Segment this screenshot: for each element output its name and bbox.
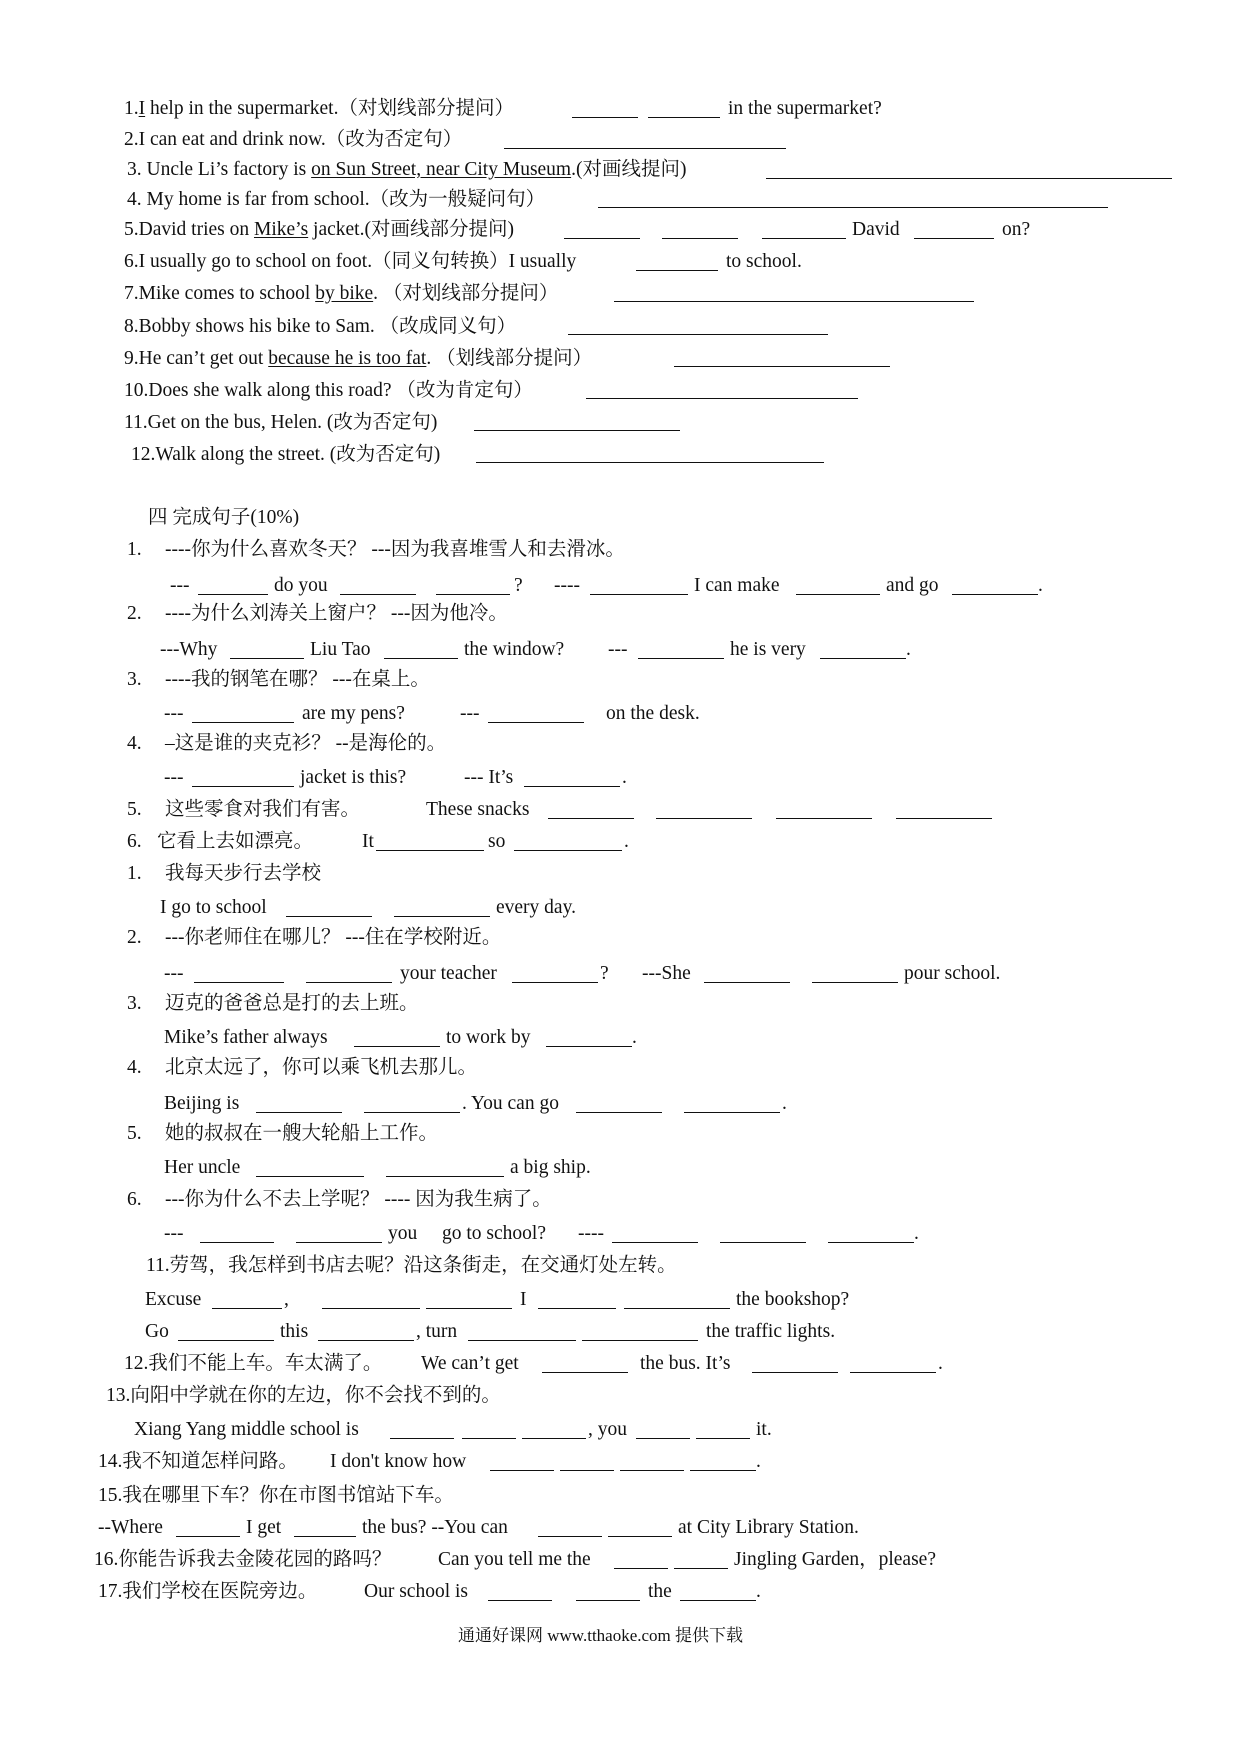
answer-blank[interactable] xyxy=(696,1438,750,1439)
answer-blank[interactable] xyxy=(896,818,992,819)
q5-david: David xyxy=(852,219,900,240)
answer-blank[interactable] xyxy=(568,334,828,335)
b2-p4: ---She xyxy=(642,963,691,984)
answer-blank[interactable] xyxy=(766,178,1172,179)
a1-p5: I can make xyxy=(694,575,780,596)
a2-p3: the window? xyxy=(464,639,565,660)
answer-blank[interactable] xyxy=(200,1242,274,1243)
page-footer: 通通好课网 www.tthaoke.com 提供下载 xyxy=(458,1626,744,1645)
answer-blank[interactable] xyxy=(468,1340,576,1341)
c15-p1: --Where xyxy=(98,1517,163,1538)
a2-p4: --- xyxy=(608,639,628,660)
a1-p1: --- xyxy=(170,575,190,596)
a3-p4: on the desk. xyxy=(606,703,700,724)
a3-chinese: ----我的钢笔在哪？ ---在桌上。 xyxy=(165,669,430,690)
b3-p2: to work by xyxy=(446,1027,531,1048)
c11-p5: Go xyxy=(145,1321,169,1342)
c14-p1: I don't know how xyxy=(330,1451,467,1472)
answer-blank[interactable] xyxy=(488,1600,552,1601)
answer-blank[interactable] xyxy=(178,1340,274,1341)
answer-blank[interactable] xyxy=(564,238,640,239)
q6-tail: to school. xyxy=(726,251,802,272)
a1-p3: ? xyxy=(514,575,523,596)
answer-blank[interactable] xyxy=(586,398,858,399)
answer-blank[interactable] xyxy=(914,238,994,239)
b3-p3: . xyxy=(632,1027,637,1048)
a6-p1: It xyxy=(362,831,374,852)
answer-blank[interactable] xyxy=(306,982,392,983)
a5-chinese: 这些零食对我们有害。 xyxy=(165,799,361,820)
answer-blank[interactable] xyxy=(256,1112,342,1113)
answer-blank[interactable] xyxy=(648,117,720,118)
answer-blank[interactable] xyxy=(598,207,1108,208)
c12-chinese: 12.我们不能上车。车太满了。 xyxy=(124,1353,383,1374)
q11-text: 11.Get on the bus, Helen. (改为否定句) xyxy=(124,412,438,433)
a1-p7: . xyxy=(1038,575,1043,596)
a1-chinese: ----你为什么喜欢冬天？ ---因为我喜堆雪人和去滑冰。 xyxy=(165,539,625,560)
answer-blank[interactable] xyxy=(436,594,510,595)
b2-p5: pour school. xyxy=(904,963,1001,984)
q5-text: 5.David tries on Mike’s jacket.(对画线部分提问) xyxy=(124,219,514,240)
q7-text: 7.Mike comes to school by bike. （对划线部分提问） xyxy=(124,283,559,304)
answer-blank[interactable] xyxy=(850,1372,936,1373)
b4-chinese: 北京太远了，你可以乘飞机去那儿。 xyxy=(165,1057,478,1078)
answer-blank[interactable] xyxy=(230,658,304,659)
answer-blank[interactable] xyxy=(542,1372,628,1373)
c16-p2: Jingling Garden，please? xyxy=(734,1549,936,1570)
c11-p2: , xyxy=(284,1289,289,1310)
b4-p3: . xyxy=(782,1093,787,1114)
a5-num: 5. xyxy=(127,799,142,820)
answer-blank[interactable] xyxy=(538,1308,616,1309)
c15-p3: the bus? --You can xyxy=(362,1517,508,1538)
c12-p2: the bus. It’s xyxy=(640,1353,731,1374)
answer-blank[interactable] xyxy=(394,916,490,917)
c12-p1: We can’t get xyxy=(421,1353,519,1374)
answer-blank[interactable] xyxy=(638,658,724,659)
answer-blank[interactable] xyxy=(176,1536,240,1537)
b6-p1: --- xyxy=(164,1223,184,1244)
answer-blank[interactable] xyxy=(192,722,294,723)
answer-blank[interactable] xyxy=(256,1176,364,1177)
a4-chinese: –这是谁的夹克衫？ --是海伦的。 xyxy=(165,733,447,754)
answer-blank[interactable] xyxy=(690,1470,756,1471)
a3-p1: --- xyxy=(164,703,184,724)
answer-blank[interactable] xyxy=(680,1600,756,1601)
answer-blank[interactable] xyxy=(572,117,638,118)
answer-blank[interactable] xyxy=(354,1046,440,1047)
c11-p8: the traffic lights. xyxy=(706,1321,836,1342)
c14-chinese: 14.我不知道怎样问路。 xyxy=(98,1451,298,1472)
c16-p1: Can you tell me the xyxy=(438,1549,591,1570)
c17-p2: the xyxy=(648,1581,672,1602)
answer-blank[interactable] xyxy=(614,1568,668,1569)
answer-blank[interactable] xyxy=(796,594,880,595)
answer-blank[interactable] xyxy=(656,818,752,819)
c17-chinese: 17.我们学校在医院旁边。 xyxy=(98,1581,318,1602)
answer-blank[interactable] xyxy=(386,1176,504,1177)
answer-blank[interactable] xyxy=(512,982,598,983)
a3-p3: --- xyxy=(460,703,480,724)
answer-blank[interactable] xyxy=(762,238,846,239)
b4-p2: . You can go xyxy=(462,1093,559,1114)
c13-p3: it. xyxy=(756,1419,772,1440)
a2-chinese: ----为什么刘涛关上窗户？ ---因为他冷。 xyxy=(165,603,508,624)
q4-text: 4. My home is far from school.（改为一般疑问句） xyxy=(127,189,546,210)
a1-p6: and go xyxy=(886,575,939,596)
a1-p2: do you xyxy=(274,575,328,596)
a6-num: 6. xyxy=(127,831,142,852)
a6-p2: so xyxy=(488,831,506,852)
answer-blank[interactable] xyxy=(296,1242,382,1243)
answer-blank[interactable] xyxy=(776,818,872,819)
b1-p2: every day. xyxy=(496,897,576,918)
a1-num: 1. xyxy=(127,539,142,560)
answer-blank[interactable] xyxy=(322,1308,420,1309)
q5-tail: on? xyxy=(1002,219,1031,240)
b6-p2: you xyxy=(388,1223,418,1244)
a1-p4: ---- xyxy=(554,575,580,596)
answer-blank[interactable] xyxy=(476,462,824,463)
answer-blank[interactable] xyxy=(752,1372,838,1373)
answer-blank[interactable] xyxy=(426,1308,512,1309)
answer-blank[interactable] xyxy=(636,1438,690,1439)
q9-text: 9.He can’t get out because he is too fat. （划线部分提问） xyxy=(124,348,593,369)
b3-p1: Mike’s father always xyxy=(164,1027,328,1048)
b5-p2: a big ship. xyxy=(510,1157,591,1178)
a5-english: These snacks xyxy=(426,799,530,820)
b6-num: 6. xyxy=(127,1189,142,1210)
b6-p3: go to school? xyxy=(442,1223,546,1244)
q6-text: 6.I usually go to school on foot.（同义句转换）I usually xyxy=(124,251,577,272)
b2-num: 2. xyxy=(127,927,142,948)
answer-blank[interactable] xyxy=(522,1438,586,1439)
a2-p1: ---Why xyxy=(160,639,218,660)
answer-blank[interactable] xyxy=(390,1438,454,1439)
answer-blank[interactable] xyxy=(614,301,974,302)
b4-p1: Beijing is xyxy=(164,1093,240,1114)
b1-chinese: 我每天步行去学校 xyxy=(165,863,322,884)
answer-blank[interactable] xyxy=(720,1242,806,1243)
answer-blank[interactable] xyxy=(504,148,786,149)
c15-p2: I get xyxy=(246,1517,282,1538)
answer-blank[interactable] xyxy=(582,1340,698,1341)
answer-blank[interactable] xyxy=(952,594,1038,595)
answer-blank[interactable] xyxy=(620,1470,684,1471)
answer-blank[interactable] xyxy=(612,1242,698,1243)
q1-text: 1.I help in the supermarket.（对划线部分提问） xyxy=(124,98,514,119)
answer-blank[interactable] xyxy=(514,850,622,851)
b3-num: 3. xyxy=(127,993,142,1014)
c16-chinese: 16.你能告诉我去金陵花园的路吗？ xyxy=(94,1549,392,1570)
a4-num: 4. xyxy=(127,733,142,754)
c11-chinese: 11.劳驾，我怎样到书店去呢？沿这条街走，在交通灯处左转。 xyxy=(146,1255,677,1276)
a6-p3: . xyxy=(624,831,629,852)
answer-blank[interactable] xyxy=(828,1242,914,1243)
c13-p2: , you xyxy=(588,1419,627,1440)
answer-blank[interactable] xyxy=(524,786,620,787)
a2-num: 2. xyxy=(127,603,142,624)
answer-blank[interactable] xyxy=(488,722,584,723)
answer-blank[interactable] xyxy=(364,1112,460,1113)
answer-blank[interactable] xyxy=(340,594,416,595)
b1-num: 1. xyxy=(127,863,142,884)
answer-blank[interactable] xyxy=(812,982,898,983)
q3-text: 3. Uncle Li’s factory is on Sun Street, near City Museum.(对画线提问) xyxy=(127,159,687,180)
c11-p1: Excuse xyxy=(145,1289,202,1310)
q2-text: 2.I can eat and drink now.（改为否定句） xyxy=(124,129,463,150)
c13-chinese: 13.向阳中学就在你的左边，你不会找不到的。 xyxy=(106,1385,501,1406)
answer-blank[interactable] xyxy=(490,1470,554,1471)
c17-p1: Our school is xyxy=(364,1581,468,1602)
answer-blank[interactable] xyxy=(576,1112,662,1113)
a2-p2: Liu Tao xyxy=(310,639,371,660)
c11-p3: I xyxy=(520,1289,527,1310)
answer-blank[interactable] xyxy=(820,658,906,659)
b2-chinese: ---你老师住在哪儿？ ---住在学校附近。 xyxy=(165,927,502,948)
a3-p2: are my pens? xyxy=(302,703,405,724)
b6-chinese: ---你为什么不去上学呢？ ---- 因为我生病了。 xyxy=(165,1189,552,1210)
answer-blank[interactable] xyxy=(608,1536,672,1537)
a4-p2: jacket is this? xyxy=(300,767,407,788)
answer-blank[interactable] xyxy=(560,1470,614,1471)
section-heading: 四 完成句子(10%) xyxy=(148,507,300,528)
c13-p1: Xiang Yang middle school is xyxy=(134,1419,359,1440)
a2-p5: he is very xyxy=(730,639,806,660)
c15-chinese: 15.我在哪里下车？你在市图书馆站下车。 xyxy=(98,1485,454,1506)
answer-blank[interactable] xyxy=(662,238,738,239)
a4-p4: . xyxy=(622,767,627,788)
c11-p4: the bookshop? xyxy=(736,1289,850,1310)
answer-blank[interactable] xyxy=(636,270,718,271)
answer-blank[interactable] xyxy=(548,818,634,819)
c11-p6: this xyxy=(280,1321,309,1342)
c12-p3: . xyxy=(938,1353,943,1374)
a2-p6: . xyxy=(906,639,911,660)
answer-blank[interactable] xyxy=(576,1600,640,1601)
a6-chinese: 它看上去如漂亮。 xyxy=(157,831,314,852)
answer-blank[interactable] xyxy=(198,594,268,595)
answer-blank[interactable] xyxy=(384,658,458,659)
q12-text: 12.Walk along the street. (改为否定句) xyxy=(131,444,441,465)
answer-blank[interactable] xyxy=(538,1536,602,1537)
b5-chinese: 她的叔叔在一艘大轮船上工作。 xyxy=(165,1123,439,1144)
b2-p3: ? xyxy=(600,963,609,984)
answer-blank[interactable] xyxy=(546,1046,632,1047)
a4-p3: --- It’s xyxy=(464,767,514,788)
a4-p1: --- xyxy=(164,767,184,788)
c15-p4: at City Library Station. xyxy=(678,1517,859,1538)
c17-p3: . xyxy=(756,1581,761,1602)
b3-chinese: 迈克的爸爸总是打的去上班。 xyxy=(165,993,419,1014)
b2-p1: --- xyxy=(164,963,184,984)
b6-p4: ---- xyxy=(578,1223,604,1244)
b1-p1: I go to school xyxy=(160,897,267,918)
q8-text: 8.Bobby shows his bike to Sam. （改成同义句） xyxy=(124,316,517,337)
answer-blank[interactable] xyxy=(704,982,790,983)
answer-blank[interactable] xyxy=(674,1568,728,1569)
answer-blank[interactable] xyxy=(376,850,484,851)
answer-blank[interactable] xyxy=(318,1340,414,1341)
b5-num: 5. xyxy=(127,1123,142,1144)
b5-p1: Her uncle xyxy=(164,1157,241,1178)
a3-num: 3. xyxy=(127,669,142,690)
q1-tail: in the supermarket? xyxy=(728,98,882,119)
answer-blank[interactable] xyxy=(474,430,680,431)
b4-num: 4. xyxy=(127,1057,142,1078)
answer-blank[interactable] xyxy=(684,1112,780,1113)
answer-blank[interactable] xyxy=(212,1308,282,1309)
b2-p2: your teacher xyxy=(400,963,497,984)
b6-p5: . xyxy=(914,1223,919,1244)
answer-blank[interactable] xyxy=(194,982,284,983)
answer-blank[interactable] xyxy=(192,786,294,787)
q10-text: 10.Does she walk along this road? （改为肯定句） xyxy=(124,380,533,401)
c11-p7: , turn xyxy=(416,1321,458,1342)
answer-blank[interactable] xyxy=(674,366,890,367)
answer-blank[interactable] xyxy=(590,594,688,595)
c14-p2: . xyxy=(756,1451,761,1472)
answer-blank[interactable] xyxy=(624,1308,730,1309)
answer-blank[interactable] xyxy=(462,1438,516,1439)
answer-blank[interactable] xyxy=(294,1536,356,1537)
answer-blank[interactable] xyxy=(286,916,372,917)
